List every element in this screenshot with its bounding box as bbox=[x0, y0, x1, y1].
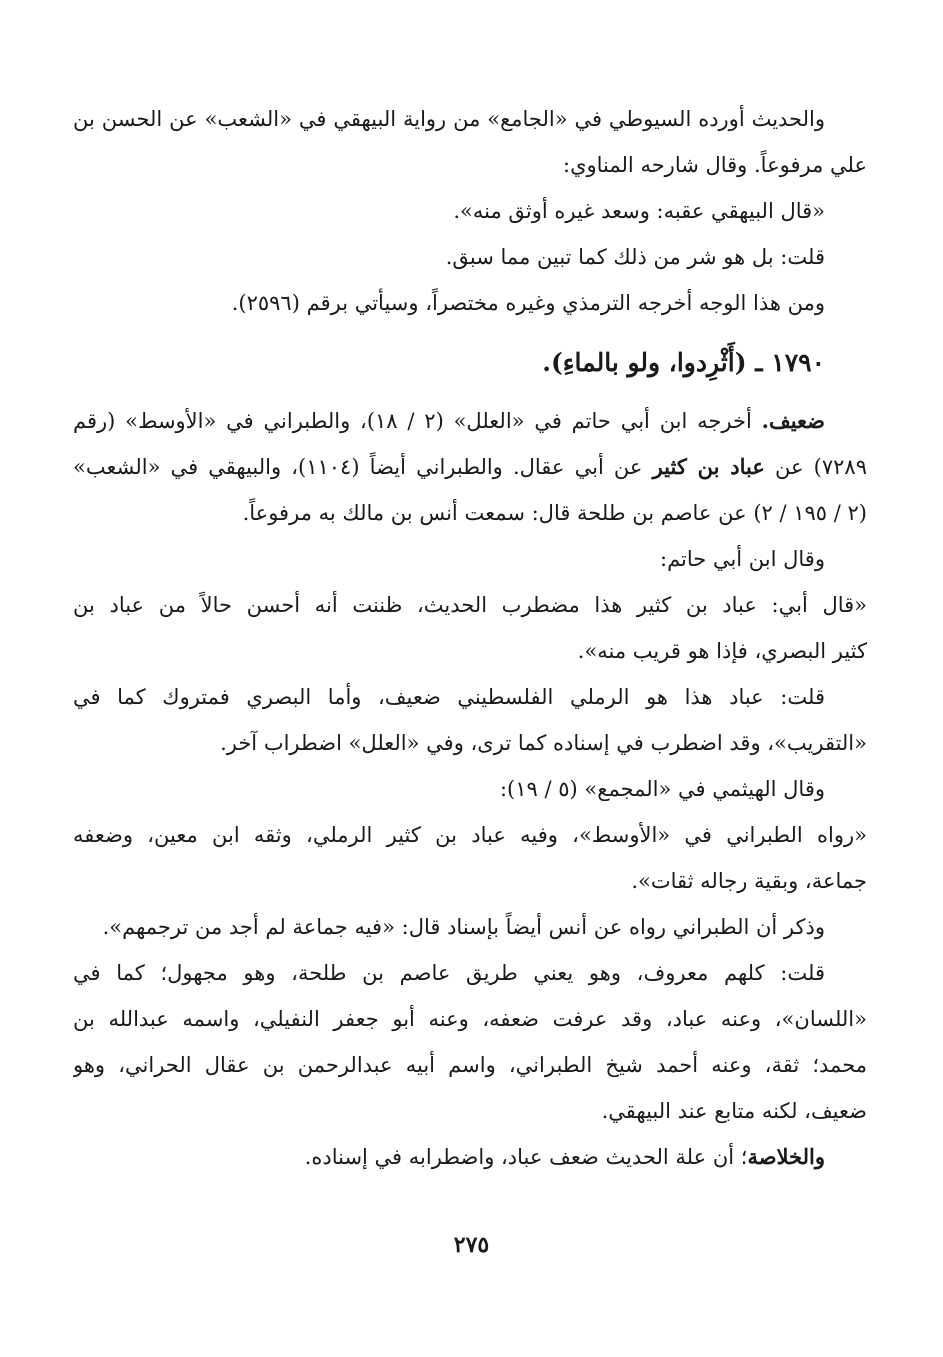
text-line-11: كثير البصري، فإذا هو قريب منه». bbox=[577, 639, 867, 663]
page-number: ٢٧٥ bbox=[453, 1232, 490, 1258]
text-line-18: قلت: كلهم معروف، وهو يعني طريق عاصم بن طلحة، وهو مجهول؛ كما في bbox=[73, 961, 825, 985]
text-line-19: «اللسان»، وعنه عباد، وقد عرفت ضعفه، وعنه أبو جعفر النفيلي، واسمه عبدالله بن bbox=[73, 1007, 867, 1031]
text-line-1: والحديث أورده السيوطي في «الجامع» من رواية البيهقي في «الشعب» عن الحسن بن bbox=[73, 107, 825, 131]
text-line-6 bbox=[73, 398, 867, 444]
text-line-22-rest: ؛ أن علة الحديث ضعف عباد، واضطرابه في إسناده. bbox=[304, 1145, 748, 1169]
text-line-20: محمد؛ ثقة، وعنه أحمد شيخ الطبراني، واسم أبيه عبدالرحمن بن عقال الحراني، وهو bbox=[73, 1053, 867, 1077]
text-line-3: «قال البيهقي عقبه: وسعد غيره أوثق منه». bbox=[453, 199, 825, 223]
text-line-13: «التقريب»، وقد اضطرب في إسناده كما ترى، وفي «العلل» اضطراب آخر. bbox=[220, 731, 867, 755]
conclusion-label: والخلاصة bbox=[747, 1144, 825, 1169]
text-line-7 bbox=[73, 444, 867, 490]
hadith-heading: ١٧٩٠ ـ (أَثْرِدوا، ولو بالماءِ). bbox=[542, 348, 825, 377]
text-line-10: «قال أبي: عباد بن كثير هذا مضطرب الحديث، ظننت أنه أحسن حالاً من عباد بن bbox=[73, 593, 867, 617]
text-line-7-a: ٧٢٨٩) عن bbox=[764, 455, 867, 479]
text-line-9: وقال ابن أبي حاتم: bbox=[660, 547, 825, 571]
text-line-8: (٢ / ١٩٥ / ٢) عن عاصم بن طلحة قال: سمعت أنس بن مالك به مرفوعاً. bbox=[242, 501, 867, 525]
page-body bbox=[73, 96, 867, 1180]
text-line-12: قلت: عباد هذا هو الرملي الفلسطيني ضعيف، وأما البصري فمتروك كما في bbox=[73, 685, 825, 709]
text-line-21: ضعيف، لكنه متابع عند البيهقي. bbox=[601, 1099, 867, 1123]
text-line-15: «رواه الطبراني في «الأوسط»، وفيه عباد بن كثير الرملي، وثقه ابن معين، وضعفه bbox=[73, 823, 867, 847]
text-line-7-b: عن أبي عقال. والطبراني أيضاً (١١٠٤)، والبيهقي في «الشعب» bbox=[73, 455, 653, 479]
text-line-2: علي مرفوعاً. وقال شارحه المناوي: bbox=[563, 153, 867, 177]
text-line-17: وذكر أن الطبراني رواه عن أنس أيضاً بإسناد قال: «فيه جماعة لم أجد من ترجمهم». bbox=[102, 915, 825, 939]
narrator-name: عباد بن كثير bbox=[652, 454, 765, 479]
text-line-4: قلت: بل هو شر من ذلك كما تبين مما سبق. bbox=[445, 245, 825, 269]
text-line-14: وقال الهيثمي في «المجمع» (٥ / ١٩): bbox=[499, 777, 825, 801]
text-line-5: ومن هذا الوجه أخرجه الترمذي وغيره مختصراً، وسيأتي برقم (٢٥٩٦). bbox=[231, 291, 825, 315]
text-line-16: جماعة، وبقية رجاله ثقات». bbox=[631, 869, 867, 893]
text-line-22 bbox=[73, 1134, 867, 1180]
grade-label: ضعيف. bbox=[761, 408, 825, 433]
text-line-6-rest: أخرجه ابن أبي حاتم في «العلل» (٢ / ١٨)، والطبراني في «الأوسط» (رقم bbox=[73, 409, 762, 433]
